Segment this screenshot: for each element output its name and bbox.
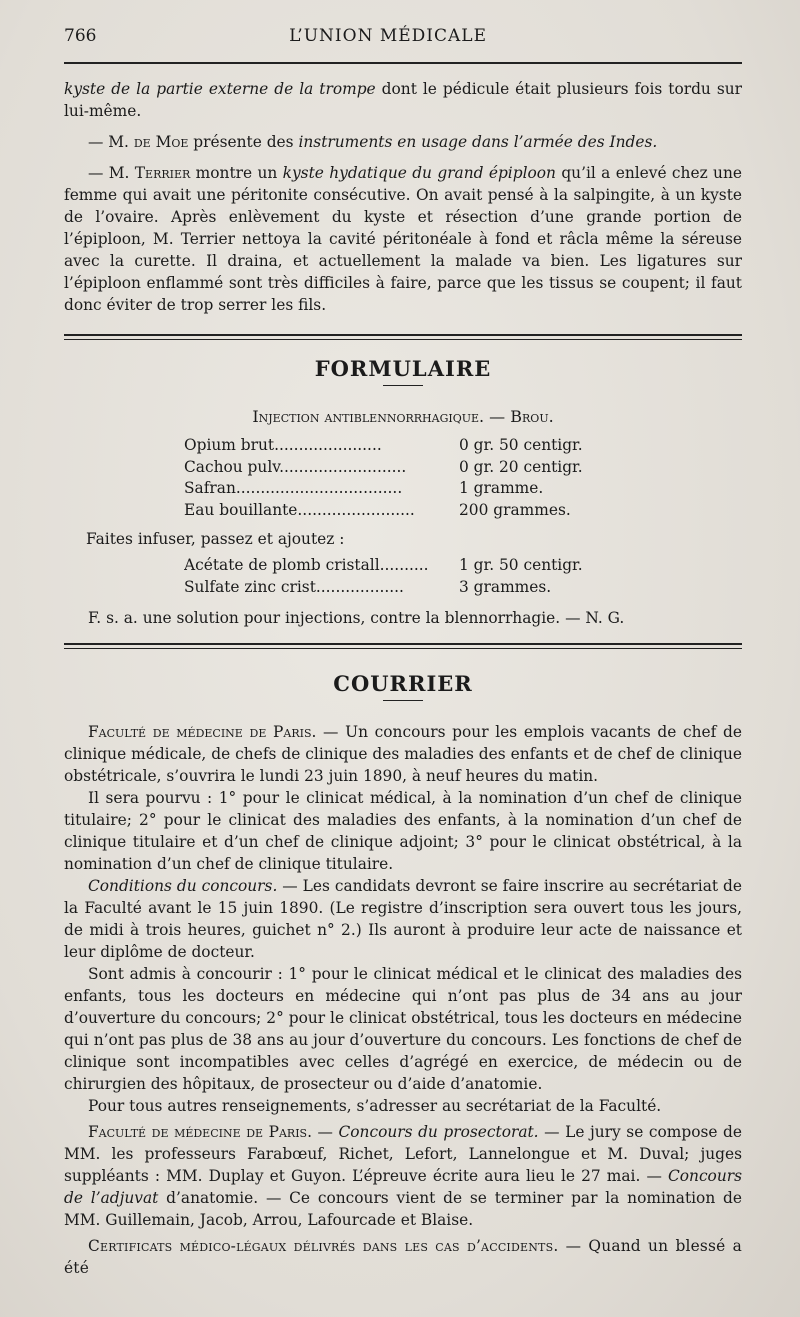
text-run: — M. <box>88 164 135 182</box>
paragraph <box>64 131 742 153</box>
addition-list <box>184 556 742 599</box>
paragraph <box>64 78 742 122</box>
ingredient-row <box>184 501 742 523</box>
text-run: montre un <box>190 164 283 182</box>
ingredient-name: Safran.................................. <box>184 479 403 497</box>
text-run: qu’il a enlevé chez une femme qui avait une péritonite consécutive. On avait pensé à la salpingite, à un kyste de l’ovaire. Après enlèvement du kyste et résection d’une grande portion de l’épiploon, M. Terrier nettoya la cavité péritonéale à fond et râcla même la séreuse avec la curette. Il draina, et actuellement la malade va bien. Les ligatures sur l’épiploon enflammé sont très difficiles à faire, parce que les tissus se coupent; il faut donc éviter de trop serrer les fils. <box>64 164 742 314</box>
italic-run: Concours de l’adjuvat <box>64 1167 742 1207</box>
ingredient-row <box>184 436 742 458</box>
recipe-closing: F. s. a. une solution pour injections, contre la blennorrhagie. — N. G. <box>88 609 625 627</box>
text-run: présente des <box>188 133 299 151</box>
small-caps-run: Faculté de médecine de Paris. <box>88 723 317 741</box>
leader-dots: ...................... <box>274 436 382 454</box>
text-run: — M. <box>88 133 134 151</box>
leader-dots: .................. <box>315 577 404 596</box>
paragraph <box>64 721 742 787</box>
text-run: d’anatomie. — Ce concours vient de se terminer par la nomination de MM. Guillemain, Jacob, Arrou, Lafourcade et Blaise. <box>64 1189 743 1229</box>
ingredient-name: Sulfate zinc crist.................. <box>184 577 404 596</box>
paragraph <box>64 162 742 316</box>
paragraph <box>64 1121 742 1231</box>
recipe-instruction: Faites infuser, passez et ajoutez : <box>86 530 345 548</box>
text-run: — Le jury se compose de MM. les professeurs Farabœuf, Richet, Lefort, Lannelongue et M. Duval; juges suppléants : MM. Duplay et Guyon. L’épreuve écrite aura lieu le 27 mai. — <box>64 1123 743 1185</box>
recipe-title: Injection antiblennorrhagique. — Brou. <box>252 407 554 426</box>
paragraph <box>64 787 742 875</box>
small-caps-run: de Moe <box>133 133 189 151</box>
leader-dots: ........................ <box>297 500 415 519</box>
ingredient-row <box>184 479 742 501</box>
ingredient-name: Eau bouillante........................ <box>184 500 415 519</box>
ingredient-row <box>184 556 742 578</box>
ingredient-list <box>184 436 742 522</box>
ingredient-name: Acétate de plomb cristall.......... <box>184 556 429 574</box>
paragraph <box>64 1235 742 1279</box>
italic-run: instruments en usage dans l’armée des Indes. <box>298 133 658 151</box>
text-run: Pour tous autres renseignements, s’adresser au secrétariat de la Faculté. <box>88 1097 662 1115</box>
section-title: FORMULAIRE <box>314 356 492 381</box>
italic-run: kyste hydatique du grand épiploon <box>282 164 556 182</box>
ingredient-row <box>184 458 742 480</box>
text-run: Il sera pourvu : 1° pour le clinicat médical, à la nomination d’un chef de clinique titulaire; 2° pour le clinicat des maladies des enfants, à la nomination d’un chef de clinique titulaire et d’un chef de clinique adjoint; 3° pour le clinicat obstétrical, à la nomination d’un chef de clinique titulaire. <box>64 789 742 873</box>
ingredient-quantity: 0 gr. 20 centigr. <box>459 457 583 476</box>
ingredient-quantity: 1 gr. 50 centigr. <box>459 556 583 574</box>
ingredient-name: Opium brut...................... <box>184 436 382 454</box>
ingredient-quantity: 200 grammes. <box>459 500 571 519</box>
small-caps-run: Faculté de médecine de Paris. <box>88 1123 312 1141</box>
text-run: — Les candidats devront se faire inscrire au secrétariat de la Faculté avant le 15 juin 1890. (Le registre d’inscription sera ouvert tous les jours, de midi à trois heures, guichet n° 2.) Ils auront à produire leur acte de naissance et leur diplôme de docteur. <box>64 877 742 961</box>
leader-dots: .................................. <box>235 479 403 497</box>
section-title: COURRIER <box>333 671 473 696</box>
society-report <box>64 78 742 316</box>
ingredient-quantity: 3 grammes. <box>459 577 552 596</box>
ingredient-quantity: 0 gr. 50 centigr. <box>459 436 583 454</box>
small-caps-run: Terrier <box>134 164 191 182</box>
paragraph <box>64 1095 742 1117</box>
journal-title: L’UNION MÉDICALE <box>289 26 487 46</box>
italic-run: kyste de la partie externe de la trompe <box>64 80 376 98</box>
text-run: — Quand un blessé a été <box>64 1237 742 1277</box>
italic-run: Concours du prosectorat. <box>338 1123 539 1141</box>
text-run: Sont admis à concourir : 1° pour le clinicat médical et le clinicat des maladies des enfants, tous les docteurs en médecine qui n’ont pas plus de 34 ans au jour d’ouverture du concours; 2° pour le clinicat obstétrical, tous les docteurs en médecine qui n’ont pas plus de 38 ans au jour d’ouverture du concours. Les fonctions de chef de clinique sont incompatibles avec celles d’agrégé en exercice, de médecin ou de chirurgien des hôpitaux, de prosecteur ou d’aide d’anatomie. <box>64 965 742 1093</box>
page-number: 766 <box>64 26 97 46</box>
italic-run: Conditions du concours. <box>88 877 278 895</box>
paragraph <box>64 963 742 1095</box>
ingredient-name: Cachou pulv.......................... <box>184 457 407 476</box>
paragraph <box>64 875 742 963</box>
text-run: dont le pédicule était plusieurs fois tordu sur lui-même. <box>64 80 743 120</box>
text-run: — <box>311 1123 339 1141</box>
page-header <box>64 26 742 56</box>
formulaire-section <box>64 356 742 629</box>
text-run: — Un concours pour les emplois vacants de chef de clinique médicale, de chefs de clinique des maladies des enfants et de chef de clinique obstétricale, s’ouvrira le lundi 23 juin 1890, à neuf heures du matin. <box>64 723 742 785</box>
small-caps-run: Certificats médico-légaux délivrés dans les cas d’accidents. <box>88 1237 559 1255</box>
courrier-section <box>64 671 742 1279</box>
ingredient-row <box>184 578 742 600</box>
ingredient-quantity: 1 gramme. <box>459 479 544 497</box>
leader-dots: .......... <box>379 556 429 574</box>
leader-dots: .......................... <box>279 457 407 476</box>
